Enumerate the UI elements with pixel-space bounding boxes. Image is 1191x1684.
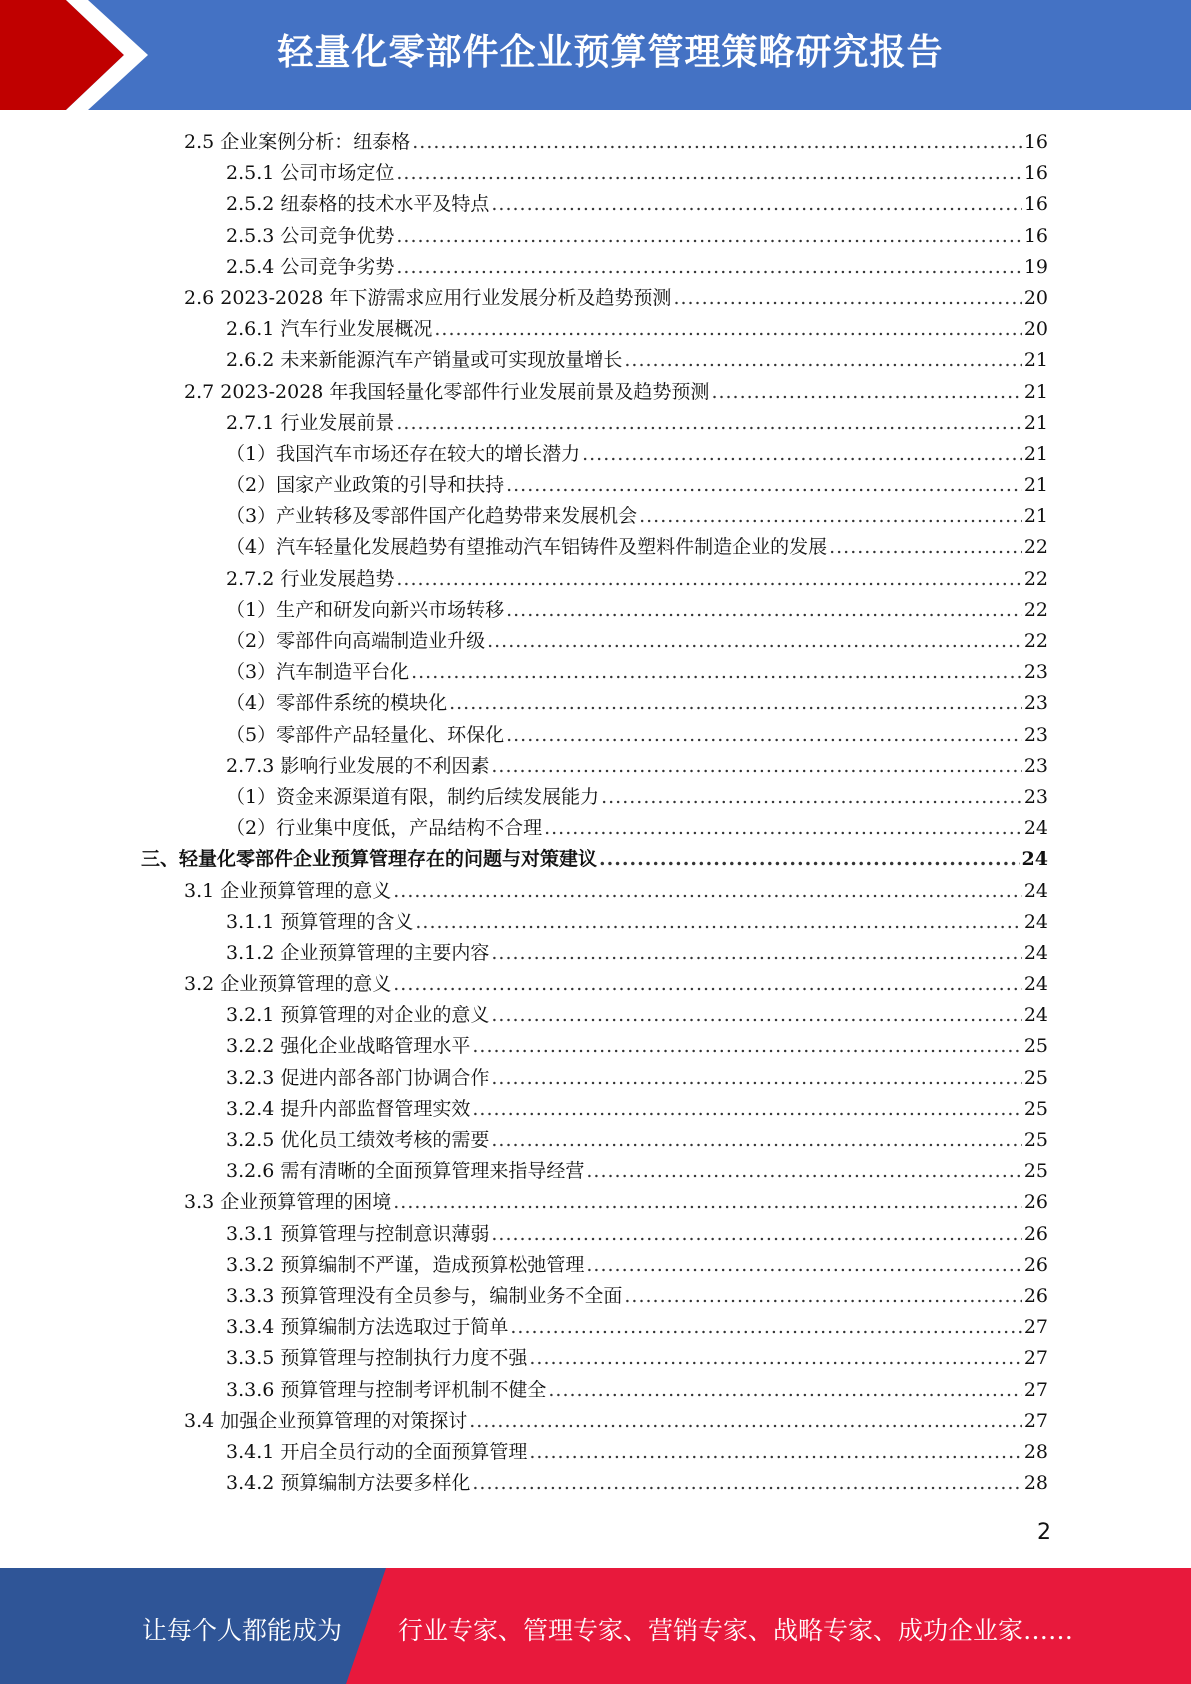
toc-entry-page: 20	[1023, 286, 1048, 309]
toc-entry-label: 2.5.2 纽泰格的技术水平及特点	[226, 193, 490, 216]
toc-entry-label: 3.3.4 预算编制方法选取过于简单	[226, 1316, 509, 1339]
toc-entry-label: （1）资金来源渠道有限，制约后续发展能力	[226, 785, 600, 808]
toc-leader-dots	[491, 1125, 1021, 1156]
toc-leader-dots	[491, 1063, 1021, 1094]
toc-entry-label: 3.3.6 预算管理与控制考评机制不健全	[226, 1378, 547, 1401]
toc-entry-page: 22	[1023, 536, 1048, 559]
toc-entry-page: 21	[1023, 442, 1048, 465]
toc-entry-label: 2.5 企业案例分析：纽泰格	[184, 131, 411, 153]
toc-entry-page: 26	[1023, 1222, 1048, 1245]
footer-slogan-right: 行业专家、管理专家、营销专家、战略专家、成功企业家……	[398, 1616, 1074, 1645]
toc-leader-dots	[639, 501, 1022, 532]
toc-entry[interactable]	[0, 501, 1048, 532]
toc-entry-page: 23	[1023, 785, 1048, 808]
toc-entry[interactable]	[0, 876, 1048, 907]
toc-entry-page: 16	[1023, 131, 1048, 153]
toc-leader-dots	[393, 876, 1022, 907]
toc-entry-label: 2.5.4 公司竞争劣势	[226, 255, 395, 278]
toc-entry-page: 26	[1023, 1253, 1048, 1276]
toc-leader-dots	[601, 782, 1022, 813]
toc-entry-page: 16	[1023, 162, 1048, 185]
toc-leader-dots	[586, 1250, 1021, 1281]
toc-entry-label: 2.5.3 公司竞争优势	[226, 224, 395, 247]
toc-entry[interactable]	[0, 1156, 1048, 1187]
toc-entry-label: 2.6.2 未来新能源汽车产销量或可实现放量增长	[226, 349, 623, 372]
toc-entry[interactable]	[0, 844, 1048, 875]
document-title: 轻量化零部件企业预算管理策略研究报告	[277, 32, 944, 73]
toc-entry-page: 26	[1023, 1284, 1048, 1307]
toc-entry[interactable]	[0, 969, 1048, 1000]
toc-entry-page: 16	[1023, 193, 1048, 216]
toc-entry-label: 2.6.1 汽车行业发展概况	[226, 318, 433, 341]
toc-entry[interactable]	[0, 1343, 1048, 1374]
toc-entry[interactable]	[0, 1281, 1048, 1312]
footer-banner	[0, 1568, 1191, 1684]
toc-entry-page: 19	[1023, 255, 1048, 278]
toc-entry-label: （4）汽车轻量化发展趋势有望推动汽车铝铸件及塑料件制造企业的发展	[226, 536, 828, 559]
toc-entry-page: 23	[1023, 661, 1048, 684]
toc-entry[interactable]	[0, 127, 1048, 158]
toc-leader-dots	[624, 345, 1021, 376]
toc-entry-page: 28	[1023, 1440, 1048, 1463]
toc-leader-dots	[544, 813, 1022, 844]
toc-entry-page: 25	[1023, 1066, 1048, 1089]
toc-entry-page: 24	[1023, 1004, 1048, 1027]
toc-entry[interactable]	[0, 1063, 1048, 1094]
toc-entry[interactable]	[0, 720, 1048, 751]
toc-leader-dots	[393, 1187, 1022, 1218]
toc-entry[interactable]	[0, 1187, 1048, 1218]
toc-entry-label: （5）零部件产品轻量化、环保化	[226, 723, 505, 746]
toc-leader-dots	[491, 189, 1021, 220]
toc-entry-label: 3.2.3 促进内部各部门协调合作	[226, 1066, 490, 1089]
toc-entry-label: （4）零部件系统的模块化	[226, 692, 448, 715]
toc-entry-label: 2.7.3 影响行业发展的不利因素	[226, 754, 490, 777]
toc-entry-page: 21	[1023, 411, 1048, 434]
toc-entry-label: 3.4 加强企业预算管理的对策探讨	[184, 1409, 468, 1432]
toc-leader-dots	[673, 283, 1021, 314]
toc-entry-label: （2）零部件向高端制造业升级	[226, 630, 486, 652]
toc-entry-page: 24	[1023, 817, 1048, 840]
toc-entry[interactable]	[0, 1468, 1048, 1499]
toc-entry[interactable]	[0, 314, 1048, 345]
toc-entry-page: 20	[1023, 318, 1048, 341]
toc-entry-page: 26	[1023, 1191, 1048, 1214]
toc-entry[interactable]	[0, 345, 1048, 376]
toc-entry-label: 3.2.2 强化企业战略管理水平	[226, 1035, 471, 1058]
toc-entry-label: 3.1.2 企业预算管理的主要内容	[226, 941, 490, 964]
toc-entry[interactable]	[0, 907, 1048, 938]
toc-entry-label: 3.2.6 需有清晰的全面预算管理来指导经营	[226, 1160, 585, 1183]
toc-leader-dots	[711, 377, 1021, 408]
toc-entry[interactable]	[0, 1000, 1048, 1031]
toc-entry[interactable]	[0, 408, 1048, 439]
page-number: 2	[1037, 1520, 1051, 1545]
toc-entry[interactable]	[0, 1375, 1048, 1406]
toc-entry-page: 28	[1023, 1472, 1048, 1495]
toc-entry-page: 25	[1023, 1097, 1048, 1120]
toc-entry-page: 24	[1021, 848, 1048, 871]
toc-entry-page: 25	[1023, 1129, 1048, 1151]
toc-entry-label: 3.3.5 预算管理与控制执行力度不强	[226, 1347, 528, 1370]
toc-entry[interactable]	[0, 1250, 1048, 1281]
toc-leader-dots	[415, 907, 1021, 938]
toc-entry[interactable]	[0, 252, 1048, 283]
toc-leader-dots	[396, 564, 1021, 595]
toc-leader-dots	[396, 158, 1021, 189]
toc-entry[interactable]	[0, 564, 1048, 595]
toc-leader-dots	[396, 408, 1021, 439]
toc-entry-page: 23	[1023, 692, 1048, 715]
toc-leader-dots	[491, 938, 1021, 969]
toc-leader-dots	[586, 1156, 1021, 1187]
toc-entry-label: （2）国家产业政策的引导和扶持	[226, 474, 505, 497]
toc-leader-dots	[411, 657, 1022, 688]
footer-slogan-left: 让每个人都能成为	[142, 1616, 343, 1645]
toc-entry[interactable]	[0, 1094, 1048, 1125]
toc-entry-label: 3.2.4 提升内部监督管理实效	[226, 1097, 471, 1120]
toc-entry-label: 3.3.3 预算管理没有全员参与，编制业务不全面	[226, 1284, 623, 1307]
toc-entry-page: 21	[1023, 505, 1048, 528]
toc-entry-label: 3.3.1 预算管理与控制意识薄弱	[226, 1222, 490, 1245]
header-banner	[0, 0, 1191, 110]
toc-entry[interactable]	[0, 470, 1048, 501]
toc-entry[interactable]	[0, 1031, 1048, 1062]
toc-entry-page: 21	[1023, 474, 1048, 497]
toc-leader-dots	[624, 1281, 1021, 1312]
toc-entry[interactable]	[0, 751, 1048, 782]
toc-entry[interactable]	[0, 595, 1048, 626]
toc-leader-dots	[829, 532, 1022, 563]
toc-entry-label: （3）汽车制造平台化	[226, 661, 410, 684]
table-of-contents	[0, 127, 1191, 1499]
toc-entry[interactable]	[0, 158, 1048, 189]
toc-entry[interactable]	[0, 283, 1048, 314]
toc-entry-page: 23	[1023, 754, 1048, 777]
toc-leader-dots	[506, 720, 1022, 751]
toc-leader-dots	[412, 127, 1022, 158]
toc-leader-dots	[487, 626, 1022, 657]
toc-entry-label: 2.6 2023-2028 年下游需求应用行业发展分析及趋势预测	[184, 286, 672, 309]
toc-entry-page: 16	[1023, 224, 1048, 247]
toc-entry[interactable]	[0, 1125, 1048, 1156]
toc-leader-dots	[491, 1000, 1021, 1031]
toc-entry-label: 3.4.1 开启全员行动的全面预算管理	[226, 1440, 528, 1463]
toc-leader-dots	[434, 314, 1021, 345]
toc-entry[interactable]	[0, 221, 1048, 252]
toc-entry[interactable]	[0, 782, 1048, 813]
toc-leader-dots	[469, 1406, 1022, 1437]
toc-entry-page: 24	[1023, 879, 1048, 902]
toc-leader-dots	[529, 1437, 1021, 1468]
toc-entry[interactable]	[0, 813, 1048, 844]
toc-entry-label: 2.7.1 行业发展前景	[226, 411, 395, 434]
toc-leader-dots	[510, 1312, 1021, 1343]
toc-leader-dots	[472, 1031, 1021, 1062]
toc-entry-page: 27	[1023, 1409, 1048, 1432]
toc-leader-dots	[396, 221, 1021, 252]
toc-entry-page: 22	[1023, 567, 1048, 590]
toc-entry-page: 24	[1023, 910, 1048, 933]
toc-entry[interactable]	[0, 1406, 1048, 1437]
toc-entry-label: 三、轻量化零部件企业预算管理存在的问题与对策建议	[141, 848, 598, 871]
toc-entry-label: 3.1.1 预算管理的含义	[226, 910, 414, 933]
toc-entry[interactable]	[0, 688, 1048, 719]
toc-entry-label: 2.7 2023-2028 年我国轻量化零部件行业发展前景及趋势预测	[184, 380, 710, 403]
toc-leader-dots	[491, 751, 1021, 782]
toc-entry[interactable]	[0, 1437, 1048, 1468]
toc-entry[interactable]	[0, 657, 1048, 688]
toc-entry-label: 3.1 企业预算管理的意义	[184, 879, 392, 902]
toc-entry-page: 27	[1023, 1316, 1048, 1339]
toc-entry-label: 2.7.2 行业发展趋势	[226, 567, 395, 590]
toc-leader-dots	[506, 595, 1022, 626]
toc-entry-label: （2）行业集中度低，产品结构不合理	[226, 817, 543, 840]
toc-entry-page: 21	[1023, 349, 1048, 372]
toc-entry-page: 21	[1023, 380, 1048, 403]
toc-leader-dots	[396, 252, 1021, 283]
toc-entry-label: 3.3.2 预算编制不严谨，造成预算松弛管理	[226, 1253, 585, 1276]
toc-entry[interactable]	[0, 377, 1048, 408]
toc-entry-page: 23	[1023, 723, 1048, 746]
toc-leader-dots	[599, 844, 1020, 875]
toc-entry-label: （1）生产和研发向新兴市场转移	[226, 598, 505, 621]
toc-entry-label: 3.4.2 预算编制方法要多样化	[226, 1472, 471, 1495]
toc-entry-label: （3）产业转移及零部件国产化趋势带来发展机会	[226, 505, 638, 528]
toc-leader-dots	[472, 1094, 1021, 1125]
toc-leader-dots	[582, 439, 1022, 470]
toc-entry-page: 24	[1023, 973, 1048, 996]
toc-entry-page: 25	[1023, 1035, 1048, 1058]
toc-entry-page: 22	[1023, 598, 1048, 621]
toc-entry-page: 24	[1023, 941, 1048, 964]
toc-entry-label: 3.3 企业预算管理的困境	[184, 1191, 392, 1214]
toc-entry[interactable]	[0, 439, 1048, 470]
toc-entry[interactable]	[0, 1219, 1048, 1250]
toc-leader-dots	[506, 470, 1022, 501]
toc-leader-dots	[449, 688, 1022, 719]
toc-leader-dots	[393, 969, 1022, 1000]
toc-entry[interactable]	[0, 1312, 1048, 1343]
toc-entry[interactable]	[0, 189, 1048, 220]
toc-leader-dots	[472, 1468, 1021, 1499]
toc-entry-label: 3.2.5 优化员工绩效考核的需要	[226, 1129, 490, 1151]
toc-entry-label: （1）我国汽车市场还存在较大的增长潜力	[226, 442, 581, 465]
toc-entry-label: 2.5.1 公司市场定位	[226, 162, 395, 185]
toc-entry[interactable]	[0, 626, 1048, 657]
toc-entry-page: 25	[1023, 1160, 1048, 1183]
toc-leader-dots	[491, 1219, 1021, 1250]
toc-entry[interactable]	[0, 938, 1048, 969]
toc-entry-page: 27	[1023, 1347, 1048, 1370]
toc-entry[interactable]	[0, 532, 1048, 563]
toc-entry-label: 3.2.1 预算管理的对企业的意义	[226, 1004, 490, 1027]
toc-entry-page: 27	[1023, 1378, 1048, 1401]
toc-entry-page: 22	[1023, 630, 1048, 652]
toc-leader-dots	[548, 1375, 1021, 1406]
toc-leader-dots	[529, 1343, 1021, 1374]
toc-entry-label: 3.2 企业预算管理的意义	[184, 973, 392, 996]
